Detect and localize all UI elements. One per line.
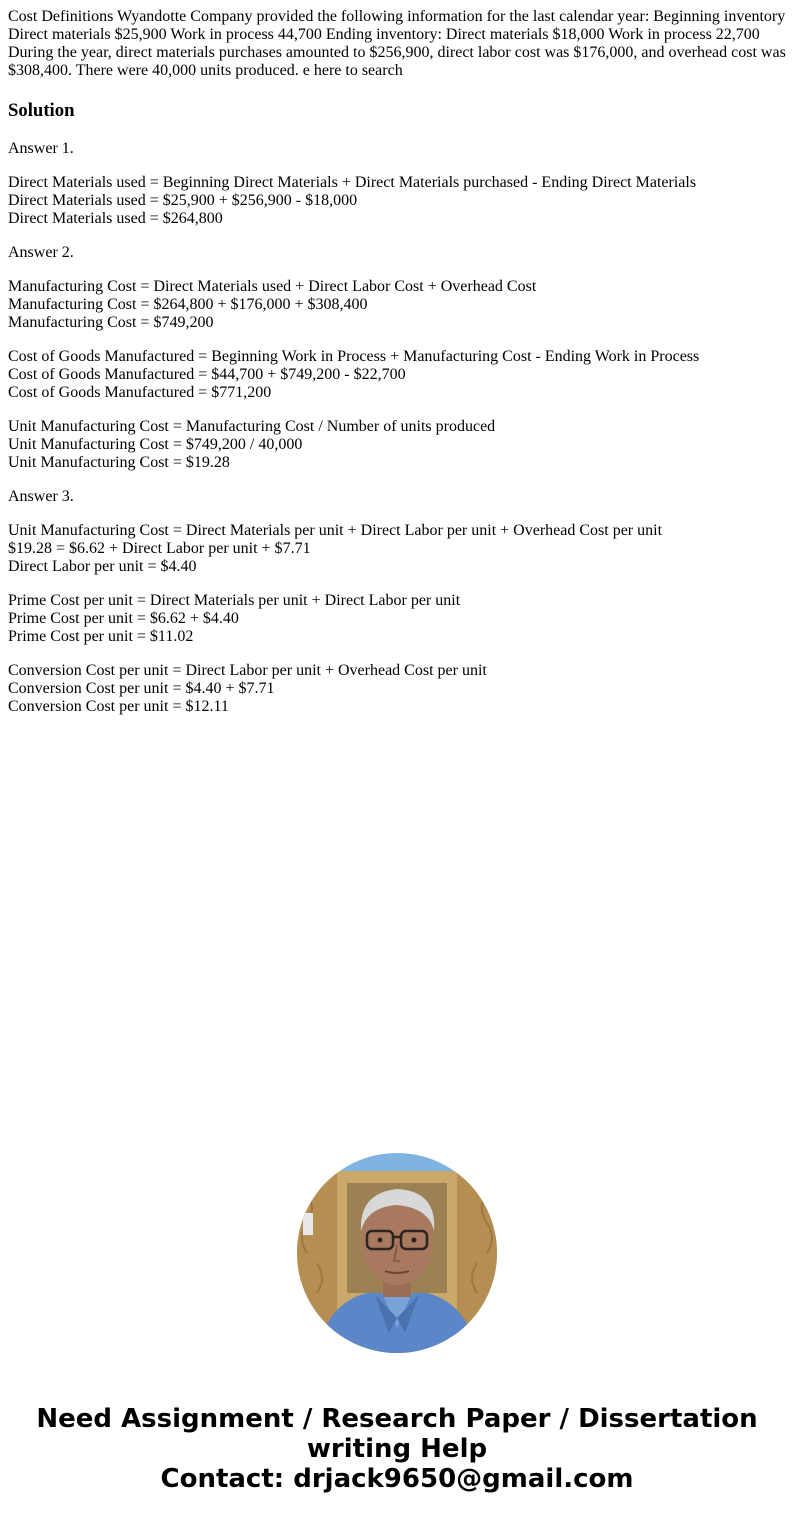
formula-line: Unit Manufacturing Cost = $19.28 bbox=[8, 454, 230, 471]
formula-line: Conversion Cost per unit = $4.40 + $7.71 bbox=[8, 680, 275, 697]
question-text: Cost Definitions Wyandotte Company provided the following information for the last calendar year: Beginning inventory Direct materials $25,900 Work in process 44,700 Ending inventory: Direct materials $18,000 Work in process 22,700 During the year, direct materials purchases amounted to $256,900, direct labor cost was $176,000, and overhead cost was $308,400. There were 40,000 units produced. e here to search bbox=[8, 8, 786, 79]
formula-line: Conversion Cost per unit = $12.11 bbox=[8, 698, 229, 715]
formula-line: Unit Manufacturing Cost = Manufacturing Cost / Number of units produced bbox=[8, 418, 496, 435]
formula-block bbox=[8, 278, 788, 332]
contact-banner bbox=[0, 1404, 794, 1494]
formula-block bbox=[8, 174, 788, 228]
author-portrait-icon bbox=[297, 1153, 497, 1353]
cta-line: writing Help bbox=[306, 1434, 488, 1464]
formula-block bbox=[8, 418, 788, 472]
formula-line: Cost of Goods Manufactured = Beginning Work in Process + Manufacturing Cost - Ending Work in Process bbox=[8, 348, 700, 365]
formula-line: Prime Cost per unit = Direct Materials per unit + Direct Labor per unit bbox=[8, 592, 461, 609]
formula-line: Prime Cost per unit = $6.62 + $4.40 bbox=[8, 610, 239, 627]
cta-contact-email: Contact: drjack9650@gmail.com bbox=[160, 1464, 634, 1494]
solution-heading: Solution bbox=[8, 100, 75, 121]
formula-line: Direct Materials used = $264,800 bbox=[8, 210, 223, 227]
document-body bbox=[8, 8, 788, 732]
formula-line: Direct Materials used = $25,900 + $256,900 - $18,000 bbox=[8, 192, 358, 209]
formula-line: $19.28 = $6.62 + Direct Labor per unit + $7.71 bbox=[8, 540, 311, 557]
answer-label: Answer 1. bbox=[8, 140, 74, 157]
formula-block bbox=[8, 348, 788, 402]
answer-label: Answer 2. bbox=[8, 244, 74, 261]
formula-block bbox=[8, 592, 788, 646]
formula-line: Unit Manufacturing Cost = Direct Materials per unit + Direct Labor per unit + Overhead Cost per unit bbox=[8, 522, 663, 539]
cta-line: Need Assignment / Research Paper / Dissertation bbox=[36, 1404, 758, 1434]
formula-line: Unit Manufacturing Cost = $749,200 / 40,000 bbox=[8, 436, 303, 453]
formula-line: Cost of Goods Manufactured = $771,200 bbox=[8, 384, 272, 401]
formula-line: Cost of Goods Manufactured = $44,700 + $749,200 - $22,700 bbox=[8, 366, 406, 383]
formula-block bbox=[8, 522, 788, 576]
formula-line: Prime Cost per unit = $11.02 bbox=[8, 628, 194, 645]
formula-line: Direct Labor per unit = $4.40 bbox=[8, 558, 197, 575]
formula-line: Conversion Cost per unit = Direct Labor per unit + Overhead Cost per unit bbox=[8, 662, 487, 679]
formula-line: Direct Materials used = Beginning Direct Materials + Direct Materials purchased - Ending Direct Materials bbox=[8, 174, 697, 191]
formula-line: Manufacturing Cost = $264,800 + $176,000 + $308,400 bbox=[8, 296, 368, 313]
formula-line: Manufacturing Cost = $749,200 bbox=[8, 314, 214, 331]
answer-label: Answer 3. bbox=[8, 488, 74, 505]
formula-line: Manufacturing Cost = Direct Materials used + Direct Labor Cost + Overhead Cost bbox=[8, 278, 537, 295]
formula-block bbox=[8, 662, 788, 716]
author-avatar bbox=[297, 1153, 497, 1353]
